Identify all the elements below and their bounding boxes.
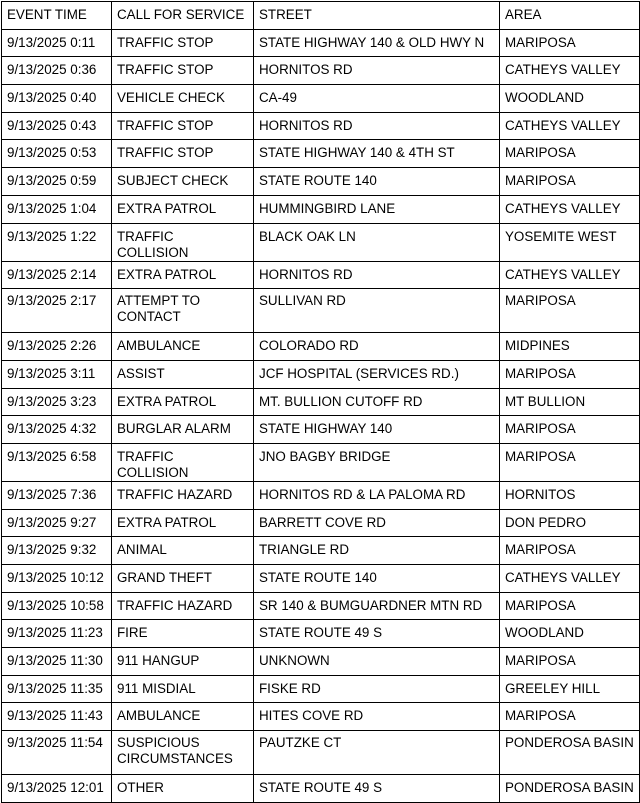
area-cell: MARIPOSA [500, 648, 640, 676]
street-cell: PAUTZKE CT [254, 731, 500, 775]
street-cell: STATE HIGHWAY 140 & 4TH ST [254, 140, 500, 168]
event-time-cell: 9/13/2025 6:58 [2, 443, 112, 481]
street-cell: JNO BAGBY BRIDGE [254, 443, 500, 481]
event-time-cell: 9/13/2025 9:32 [2, 537, 112, 565]
area-cell: MARIPOSA [500, 360, 640, 388]
area-cell: MT BULLION [500, 388, 640, 416]
street-cell: COLORADO RD [254, 333, 500, 361]
event-time-cell: 9/13/2025 2:14 [2, 261, 112, 289]
street-cell: HORNITOS RD [254, 57, 500, 85]
street-cell: FISKE RD [254, 675, 500, 703]
table-row [2, 537, 640, 565]
table-row [2, 775, 640, 803]
call-for-service-cell: TRAFFIC STOP [112, 29, 254, 57]
event-time-cell: 9/13/2025 0:40 [2, 85, 112, 113]
event-time-cell: 9/13/2025 10:58 [2, 592, 112, 620]
event-time-cell: 9/13/2025 1:04 [2, 195, 112, 223]
area-cell: MARIPOSA [500, 703, 640, 731]
call-log-table [1, 1, 640, 803]
table-row [2, 85, 640, 113]
area-cell: CATHEYS VALLEY [500, 565, 640, 593]
table-row [2, 648, 640, 676]
street-cell: SULLIVAN RD [254, 289, 500, 333]
event-time-cell: 9/13/2025 0:53 [2, 140, 112, 168]
header-street: STREET [254, 2, 500, 30]
call-for-service-cell: ATTEMPT TO CONTACT [112, 289, 254, 333]
event-time-cell: 9/13/2025 1:22 [2, 223, 112, 261]
area-cell: MARIPOSA [500, 592, 640, 620]
table-row [2, 731, 640, 775]
street-cell: HITES COVE RD [254, 703, 500, 731]
table-row [2, 675, 640, 703]
area-cell: PONDEROSA BASIN [500, 775, 640, 803]
area-cell: YOSEMITE WEST [500, 223, 640, 261]
area-cell: MARIPOSA [500, 29, 640, 57]
call-for-service-cell: EXTRA PATROL [112, 509, 254, 537]
area-cell: WOODLAND [500, 620, 640, 648]
table-row [2, 195, 640, 223]
street-cell: STATE ROUTE 49 S [254, 775, 500, 803]
event-time-cell: 9/13/2025 0:59 [2, 168, 112, 196]
call-for-service-cell: OTHER [112, 775, 254, 803]
table-row [2, 592, 640, 620]
call-for-service-cell: SUBJECT CHECK [112, 168, 254, 196]
event-time-cell: 9/13/2025 2:17 [2, 289, 112, 333]
table-row [2, 168, 640, 196]
street-cell: MT. BULLION CUTOFF RD [254, 388, 500, 416]
area-cell: GREELEY HILL [500, 675, 640, 703]
table-row [2, 509, 640, 537]
street-cell: BARRETT COVE RD [254, 509, 500, 537]
area-cell: CATHEYS VALLEY [500, 57, 640, 85]
street-cell: HORNITOS RD [254, 261, 500, 289]
call-for-service-cell: FIRE [112, 620, 254, 648]
call-for-service-cell: 911 HANGUP [112, 648, 254, 676]
street-cell: TRIANGLE RD [254, 537, 500, 565]
table-row [2, 57, 640, 85]
call-for-service-cell: TRAFFIC HAZARD [112, 481, 254, 509]
area-cell: MARIPOSA [500, 168, 640, 196]
table-row [2, 360, 640, 388]
header-call-for-service: CALL FOR SERVICE [112, 2, 254, 30]
call-for-service-cell: TRAFFIC STOP [112, 140, 254, 168]
street-cell: SR 140 & BUMGUARDNER MTN RD [254, 592, 500, 620]
event-time-cell: 9/13/2025 0:43 [2, 112, 112, 140]
street-cell: UNKNOWN [254, 648, 500, 676]
area-cell: MIDPINES [500, 333, 640, 361]
header-row [2, 2, 640, 30]
header-event-time: EVENT TIME [2, 2, 112, 30]
call-for-service-cell: AMBULANCE [112, 333, 254, 361]
call-for-service-cell: AMBULANCE [112, 703, 254, 731]
call-for-service-cell: TRAFFIC STOP [112, 57, 254, 85]
event-time-cell: 9/13/2025 3:23 [2, 388, 112, 416]
street-cell: HORNITOS RD & LA PALOMA RD [254, 481, 500, 509]
table-row [2, 416, 640, 444]
event-time-cell: 9/13/2025 11:23 [2, 620, 112, 648]
area-cell: HORNITOS [500, 481, 640, 509]
call-for-service-cell: TRAFFIC HAZARD [112, 592, 254, 620]
area-cell: MARIPOSA [500, 443, 640, 481]
call-for-service-cell: EXTRA PATROL [112, 388, 254, 416]
street-cell: HORNITOS RD [254, 112, 500, 140]
call-for-service-cell: ANIMAL [112, 537, 254, 565]
street-cell: STATE HIGHWAY 140 & OLD HWY N [254, 29, 500, 57]
call-for-service-cell: TRAFFIC STOP [112, 112, 254, 140]
event-time-cell: 9/13/2025 7:36 [2, 481, 112, 509]
event-time-cell: 9/13/2025 0:36 [2, 57, 112, 85]
call-for-service-cell: ASSIST [112, 360, 254, 388]
table-row [2, 112, 640, 140]
event-time-cell: 9/13/2025 2:26 [2, 333, 112, 361]
event-time-cell: 9/13/2025 0:11 [2, 29, 112, 57]
area-cell: WOODLAND [500, 85, 640, 113]
table-row [2, 443, 640, 481]
table-row [2, 289, 640, 333]
street-cell: BLACK OAK LN [254, 223, 500, 261]
call-for-service-cell: SUSPICIOUS CIRCUMSTANCES [112, 731, 254, 775]
table-row [2, 261, 640, 289]
area-cell: MARIPOSA [500, 537, 640, 565]
event-time-cell: 9/13/2025 11:54 [2, 731, 112, 775]
call-for-service-cell: 911 MISDIAL [112, 675, 254, 703]
table-row [2, 620, 640, 648]
call-for-service-cell: VEHICLE CHECK [112, 85, 254, 113]
street-cell: CA-49 [254, 85, 500, 113]
area-cell: MARIPOSA [500, 140, 640, 168]
table-row [2, 29, 640, 57]
area-cell: MARIPOSA [500, 416, 640, 444]
event-time-cell: 9/13/2025 11:30 [2, 648, 112, 676]
table-row [2, 223, 640, 261]
call-for-service-cell: BURGLAR ALARM [112, 416, 254, 444]
table-row [2, 140, 640, 168]
call-for-service-cell: EXTRA PATROL [112, 195, 254, 223]
table-row [2, 388, 640, 416]
table-row [2, 565, 640, 593]
street-cell: HUMMINGBIRD LANE [254, 195, 500, 223]
street-cell: STATE HIGHWAY 140 [254, 416, 500, 444]
area-cell: PONDEROSA BASIN [500, 731, 640, 775]
area-cell: CATHEYS VALLEY [500, 112, 640, 140]
street-cell: JCF HOSPITAL (SERVICES RD.) [254, 360, 500, 388]
area-cell: CATHEYS VALLEY [500, 195, 640, 223]
street-cell: STATE ROUTE 49 S [254, 620, 500, 648]
call-for-service-cell: GRAND THEFT [112, 565, 254, 593]
area-cell: MARIPOSA [500, 289, 640, 333]
area-cell: CATHEYS VALLEY [500, 261, 640, 289]
street-cell: STATE ROUTE 140 [254, 565, 500, 593]
event-time-cell: 9/13/2025 11:43 [2, 703, 112, 731]
area-cell: DON PEDRO [500, 509, 640, 537]
event-time-cell: 9/13/2025 9:27 [2, 509, 112, 537]
event-time-cell: 9/13/2025 11:35 [2, 675, 112, 703]
call-for-service-cell: TRAFFIC COLLISION [112, 443, 254, 481]
table-row [2, 333, 640, 361]
call-for-service-cell: TRAFFIC COLLISION [112, 223, 254, 261]
event-time-cell: 9/13/2025 3:11 [2, 360, 112, 388]
street-cell: STATE ROUTE 140 [254, 168, 500, 196]
table-row [2, 703, 640, 731]
call-for-service-cell: EXTRA PATROL [112, 261, 254, 289]
table-row [2, 481, 640, 509]
event-time-cell: 9/13/2025 4:32 [2, 416, 112, 444]
event-time-cell: 9/13/2025 10:12 [2, 565, 112, 593]
event-time-cell: 9/13/2025 12:01 [2, 775, 112, 803]
header-area: AREA [500, 2, 640, 30]
